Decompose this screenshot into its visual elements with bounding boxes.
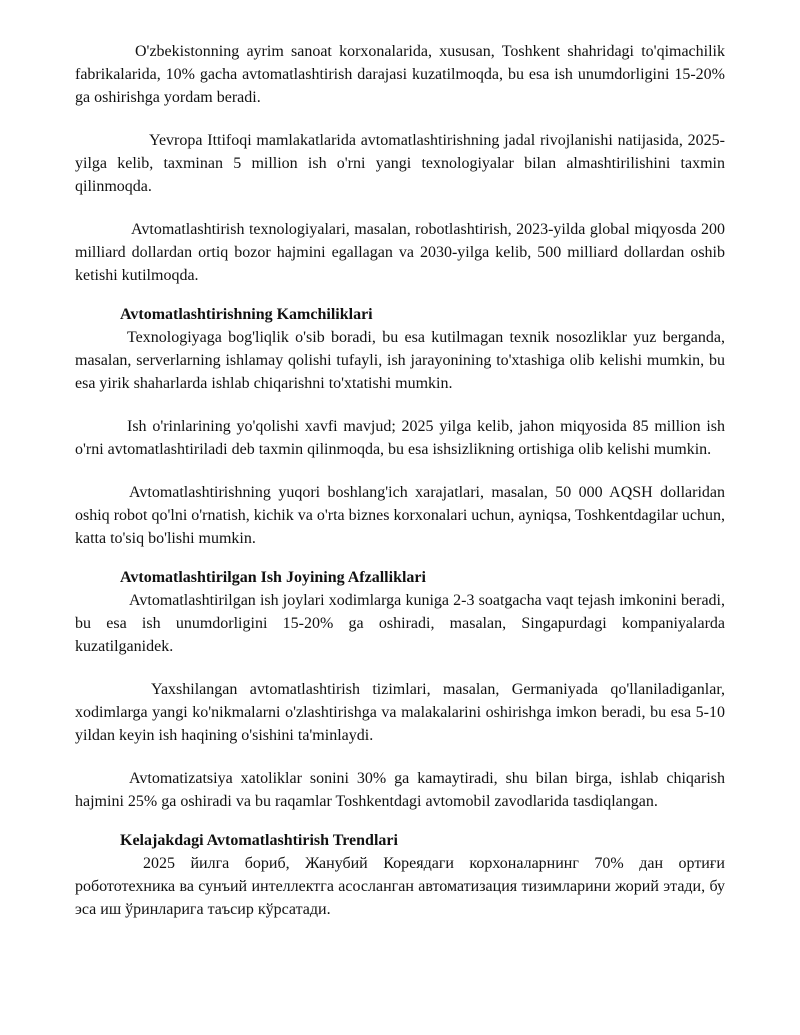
document-page: [75, 40, 725, 921]
kamchiliklar-paragraph-1: Texnologiyaga bog'liqlik o'sib boradi, bu esa kutilmagan texnik nosozliklar yuz berganda, masalan, serverlarning ishlamay qolishi tufayli, ish jarayonining to'xtashiga olib kelishi mumkin, bu esa yirik shaharlarda ishlab chiqarishni to'xtatishi mumkin.: [75, 329, 725, 392]
trendlar-paragraph-1: 2025 йилга бориб, Жанубий Кореядаги корхоналарнинг 70% дан ортиғи робототехника ва сунъий интеллектга асосланган автоматизация тизимларини жорий этади, бу эса иш ўринларига таъсир кўрсатади.: [75, 855, 725, 918]
section-heading-trendlar: Kelajakdagi Avtomatlashtirish Trendlari: [120, 832, 398, 849]
intro-paragraph-2: Yevropa Ittifoqi mamlakatlarida avtomatlashtirishning jadal rivojlanishi natijasida, 2025-yilga kelib, taxminan 5 million ish o'rni yangi texnologiyalar bilan almashtirilishini taxmin qilinmoqda.: [75, 132, 725, 195]
intro-paragraph-1: O'zbekistonning ayrim sanoat korxonalarida, xususan, Toshkent shahridagi to'qimachilik fabrikalarida, 10% gacha avtomatlashtirish darajasi kuzatilmoqda, bu esa ish unumdorligini 15-20% ga oshirishga yordam beradi.: [75, 43, 725, 106]
section-heading-afzalliklar: Avtomatlashtirilgan Ish Joyining Afzalliklari: [120, 569, 426, 586]
kamchiliklar-paragraph-2: Ish o'rinlarining yo'qolishi xavfi mavjud; 2025 yilga kelib, jahon miqyosida 85 million ish o'rni avtomatlashtiriladi deb taxmin qilinmoqda, bu esa ishsizlikning ortishiga olib kelishi mumkin.: [75, 418, 725, 458]
afzalliklar-paragraph-3: Avtomatizatsiya xatoliklar sonini 30% ga kamaytiradi, shu bilan birga, ishlab chiqarish hajmini 25% ga oshiradi va bu raqamlar Toshkentdagi avtomobil zavodlarida tasdiqlangan.: [75, 770, 725, 810]
afzalliklar-paragraph-2: Yaxshilangan avtomatlashtirish tizimlari, masalan, Germaniyada qo'llaniladiganlar, xodimlarga yangi ko'nikmalarni o'zlashtirishga va malakalarini oshirishga imkon beradi, bu esa 5-10 yildan keyin ish haqining o'sishini ta'minlaydi.: [75, 681, 725, 744]
kamchiliklar-paragraph-3: Avtomatlashtirishning yuqori boshlang'ich xarajatlari, masalan, 50 000 AQSH dollaridan oshiq robot qo'lni o'rnatish, kichik va o'rta biznes korxonalari uchun, ayniqsa, Toshkentdagilar uchun, katta to'siq bo'lishi mumkin.: [75, 484, 725, 547]
section-heading-kamchiliklar: Avtomatlashtirishning Kamchiliklari: [120, 306, 373, 323]
intro-paragraph-3: Avtomatlashtirish texnologiyalari, masalan, robotlashtirish, 2023-yilda global miqyosda 200 milliard dollardan ortiq bozor hajmini egallagan va 2030-yilga kelib, 500 milliard dollardan oshib ketishi kutilmoqda.: [75, 221, 725, 284]
afzalliklar-paragraph-1: Avtomatlashtirilgan ish joylari xodimlarga kuniga 2-3 soatgacha vaqt tejash imkonini beradi, bu esa ish unumdorligini 15-20% ga oshiradi, masalan, Singapurdagi kompaniyalarda kuzatilganidek.: [75, 592, 725, 655]
